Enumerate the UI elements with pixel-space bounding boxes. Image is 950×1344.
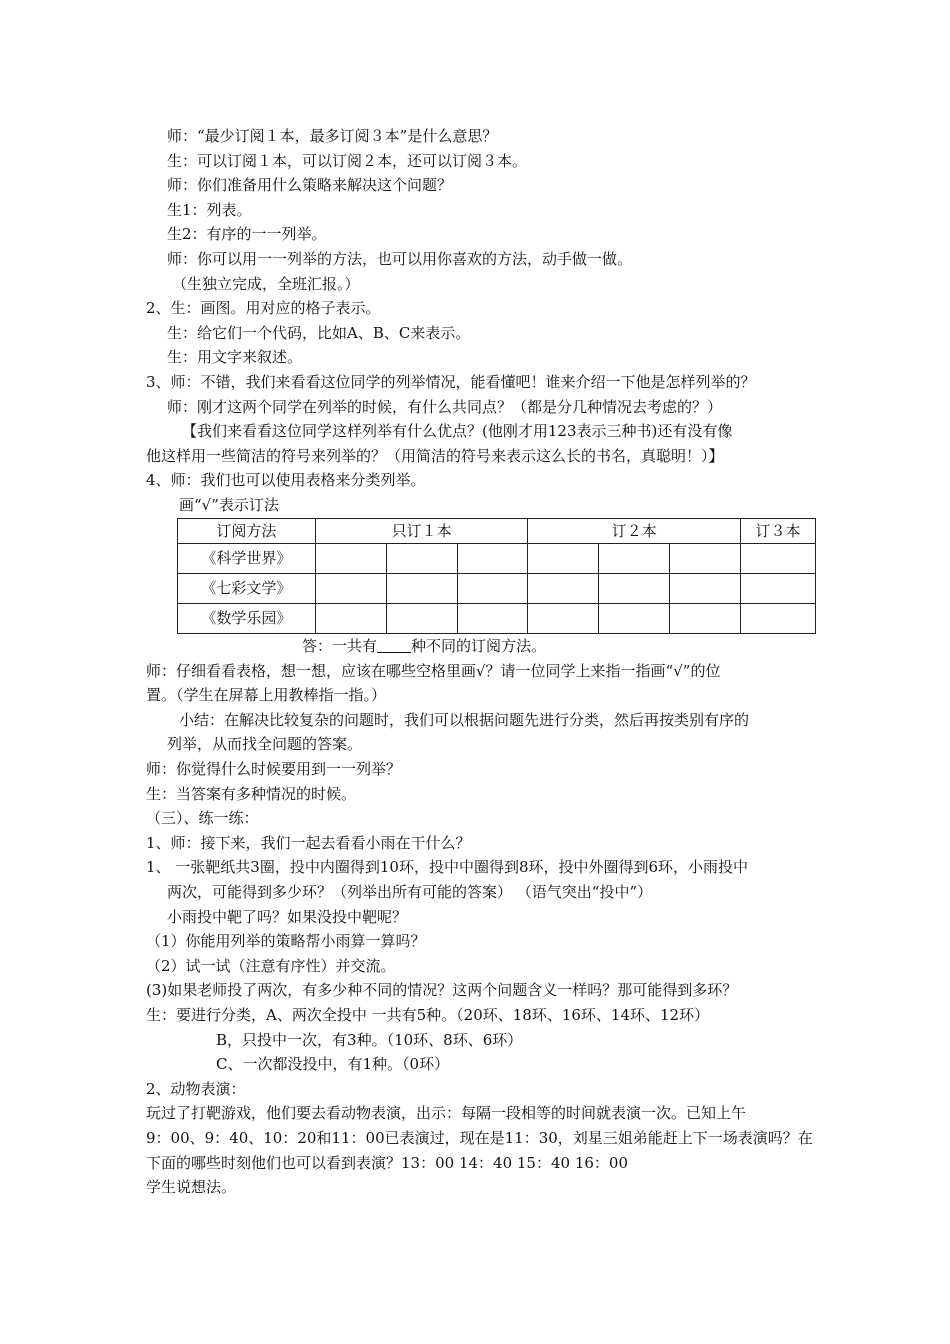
table-cell bbox=[315, 544, 386, 574]
dialogue-line: 玩过了打靶游戏，他们要去看动物表演，出示：每隔一段相等的时间就表演一次。已知上午 bbox=[146, 1104, 747, 1123]
table-cell bbox=[599, 604, 670, 634]
table-cell bbox=[386, 574, 457, 604]
dialogue-line: 2、动物表演： bbox=[146, 1079, 246, 1098]
dialogue-line: 2、生：画图。用对应的格子表示。 bbox=[146, 299, 381, 318]
table-header-row bbox=[178, 518, 816, 544]
table-cell bbox=[670, 574, 741, 604]
dialogue-line: C、一次都没投中，有1种。（0环） bbox=[216, 1055, 450, 1074]
table-cell bbox=[457, 544, 528, 574]
bracket-paragraph-line-2: 他这样用一些简洁的符号来列举的？（用简洁的符号来表示这么长的书名，真聪明！）】 bbox=[146, 446, 724, 465]
dialogue-line: 3、师：不错，我们来看看这位同学的列举情况，能看懂吧！谁来介绍一下他是怎样列举的？ bbox=[146, 372, 756, 391]
table-row bbox=[178, 544, 816, 574]
dialogue-line: 师：“最少订阅１本，最多订阅３本”是什么意思？ bbox=[167, 127, 498, 145]
table-row bbox=[178, 574, 816, 604]
dialogue-line: 生：给它们一个代码，比如A、B、C来表示。 bbox=[167, 323, 471, 342]
table-cell bbox=[386, 544, 457, 574]
dialogue-line: 小结：在解决比较复杂的问题时，我们可以根据问题先进行分类，然后再按类别有序的 bbox=[179, 710, 750, 729]
dialogue-line: （1）你能用列举的策略帮小雨算一算吗？ bbox=[146, 932, 426, 951]
table-cell bbox=[528, 544, 599, 574]
table-cell bbox=[741, 574, 816, 604]
dialogue-line: 师：你觉得什么时候要用到一一列举？ bbox=[146, 760, 402, 779]
table-caption: 画“√”表示订法 bbox=[179, 495, 279, 514]
dialogue-line: 9：00、9：40、10：20和11：00已表演过，现在是11：30，刘星三姐弟能赶上下一场表演吗？在 bbox=[146, 1128, 813, 1147]
table-cell bbox=[599, 574, 670, 604]
dialogue-line: 学生说想法。 bbox=[146, 1178, 237, 1197]
table-cell bbox=[528, 574, 599, 604]
dialogue-line: 师：你们准备用什么策略来解决这个问题？ bbox=[167, 176, 453, 195]
dialogue-line: 生1：列表。 bbox=[167, 200, 252, 219]
table-cell bbox=[741, 544, 816, 574]
dialogue-line: (3)如果老师投了两次，有多少种不同的情况？这两个问题含义一样吗？那可能得到多环？ bbox=[146, 981, 738, 1000]
dialogue-line: 1、师：接下来，我们一起去看看小雨在干什么？ bbox=[146, 833, 471, 852]
table-row bbox=[178, 604, 816, 634]
row-label: 《七彩文学》 bbox=[178, 574, 316, 604]
table-cell bbox=[670, 604, 741, 634]
table-cell bbox=[457, 574, 528, 604]
item-4: 4、师：我们也可以使用表格来分类列举。 bbox=[146, 471, 426, 490]
bracket-paragraph-line-1: 【我们来看看这位同学这样列举有什么优点？(他刚才用123表示三种书)还有没有像 bbox=[182, 422, 733, 441]
table-cell bbox=[599, 544, 670, 574]
header-method: 订阅方法 bbox=[178, 518, 316, 544]
header-two: 订２本 bbox=[528, 518, 741, 544]
answer-prefix: 答：一共有 bbox=[302, 637, 378, 656]
dialogue-line: （生独立完成，全班汇报。） bbox=[172, 274, 360, 293]
table-cell bbox=[386, 604, 457, 634]
table-cell bbox=[315, 604, 386, 634]
dialogue-line: 置。（学生在屏幕上用教棒指一指。） bbox=[146, 686, 387, 705]
dialogue-line: 生：可以订阅１本，可以订阅２本，还可以订阅３本。 bbox=[167, 151, 528, 170]
dialogue-line: 生2：有序的一一列举。 bbox=[167, 225, 327, 244]
dialogue-line: 1、 一张靶纸共3圈，投中内圈得到10环，投中中圈得到8环，投中外圈得到6环，小雨投中 bbox=[146, 858, 749, 877]
dialogue-line: 生：要进行分类，A、两次全投中 一共有5种。（20环、18环、16环、14环、12环） bbox=[146, 1006, 710, 1024]
dialogue-line: 生：用文字来叙述。 bbox=[167, 348, 303, 367]
dialogue-line: （2）试一试（注意有序性）并交流。 bbox=[146, 956, 396, 975]
dialogue-line: 师：你可以用一一列举的方法，也可以用你喜欢的方法，动手做一做。 bbox=[167, 249, 633, 268]
table-cell bbox=[457, 604, 528, 634]
dialogue-line: 师：仔细看看表格，想一想，应该在哪些空格里画√？请一位同学上来指一指画“√”的位 bbox=[146, 661, 721, 680]
answer-line bbox=[146, 634, 826, 659]
header-only-one: 只订１本 bbox=[315, 518, 528, 544]
dialogue-line: 师：刚才这两个同学在列举的时候，有什么共同点？（都是分几种情况去考虑的？） bbox=[167, 397, 723, 416]
dialogue-line: B，只投中一次，有3种。（10环、8环、6环） bbox=[216, 1030, 523, 1049]
row-label: 《科学世界》 bbox=[178, 544, 316, 574]
row-label: 《数学乐园》 bbox=[178, 604, 316, 634]
answer-blank bbox=[377, 637, 411, 653]
dialogue-line: 两次，可能得到多少环？（列举出所有可能的答案） （语气突出“投中”） bbox=[167, 883, 653, 902]
answer-suffix: 种不同的订阅方法。 bbox=[411, 637, 547, 656]
dialogue-line: （三）、练一练： bbox=[146, 809, 259, 828]
table-cell bbox=[741, 604, 816, 634]
header-three: 订３本 bbox=[741, 518, 816, 544]
table-cell bbox=[528, 604, 599, 634]
lesson-dialogue-top bbox=[146, 124, 826, 419]
dialogue-line: 生：当答案有多种情况的时候。 bbox=[146, 784, 357, 803]
subscription-table bbox=[177, 518, 816, 635]
dialogue-line: 下面的哪些时刻他们也可以看到表演？13：00 14：40 15：40 16：00 bbox=[146, 1153, 629, 1172]
dialogue-line: 小雨投中靶了吗？如果没投中靶呢？ bbox=[167, 907, 408, 926]
table-cell bbox=[670, 544, 741, 574]
lesson-dialogue-bottom bbox=[146, 659, 826, 1200]
dialogue-line: 列举，从而找全问题的答案。 bbox=[167, 735, 363, 754]
document-body bbox=[146, 124, 826, 1200]
table-cell bbox=[315, 574, 386, 604]
